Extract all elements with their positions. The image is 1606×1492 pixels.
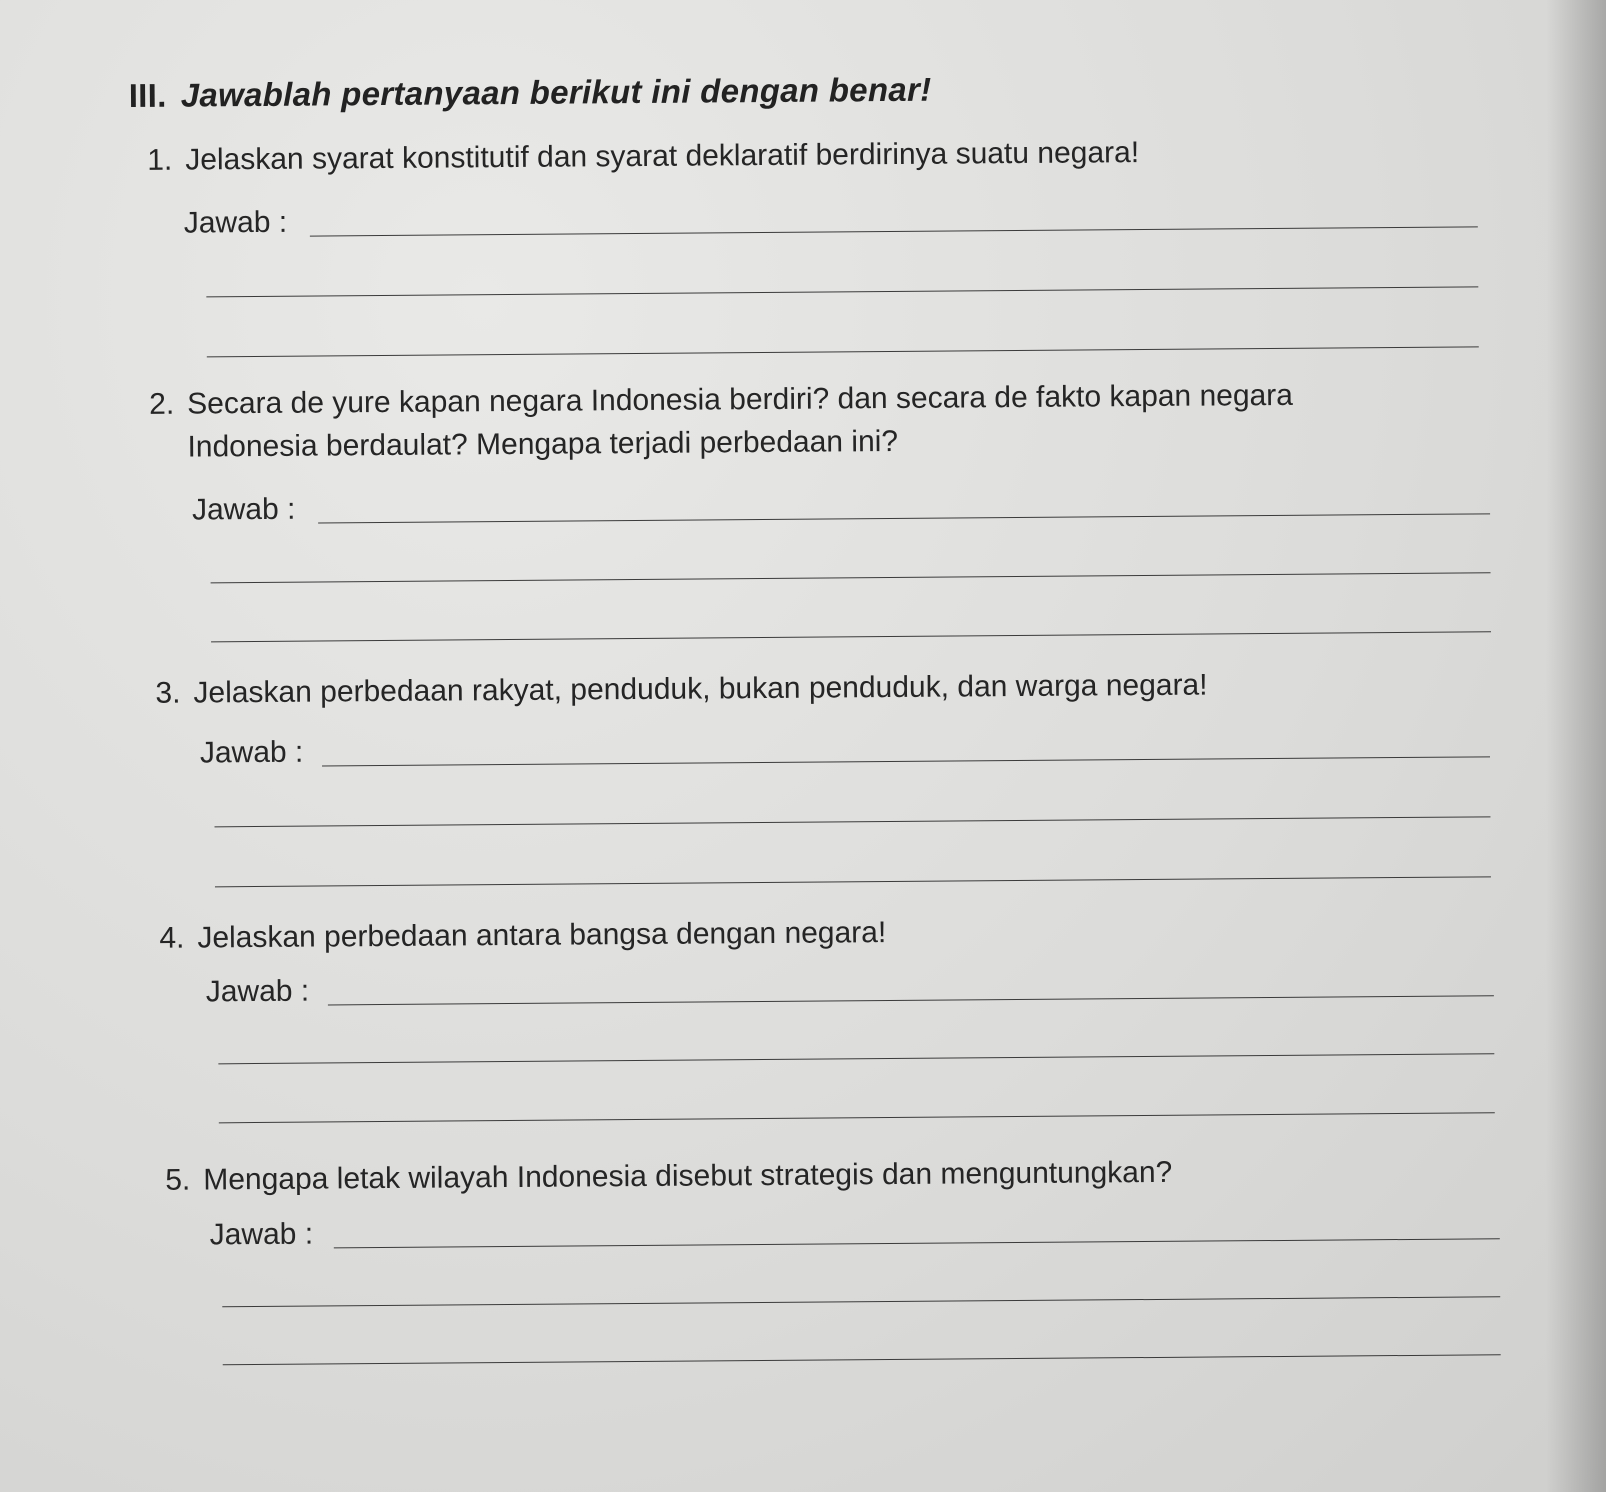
answer-line-5b[interactable] (222, 1296, 1500, 1307)
question-number: 4. (159, 921, 185, 955)
question-text: Mengapa letak wilayah Indonesia disebut strategis dan menguntungkan? (203, 1155, 1173, 1197)
answer-label-1: Jawab : (183, 205, 288, 240)
answer-line-3a[interactable] (322, 756, 1490, 766)
answer-line-4a[interactable] (328, 995, 1494, 1005)
question-number: 5. (165, 1163, 191, 1197)
question-number: 3. (155, 676, 181, 710)
answer-line-4c[interactable] (219, 1112, 1495, 1123)
question-3 (155, 664, 1207, 715)
answer-line-1b[interactable] (206, 286, 1478, 297)
answer-line-5a[interactable] (334, 1238, 1500, 1248)
question-text-continued: Indonesia berdaulat? Mengapa terjadi perbedaan ini? (187, 424, 899, 464)
question-2 (149, 374, 1293, 469)
answer-line-3b[interactable] (214, 816, 1490, 827)
question-4 (159, 911, 886, 960)
section-instruction: Jawablah pertanyaan berikut ini dengan benar! (180, 70, 932, 114)
answer-label-3: Jawab : (199, 735, 304, 770)
answer-label-2: Jawab : (191, 492, 296, 527)
answer-line-2c[interactable] (211, 631, 1491, 642)
question-1 (147, 131, 1139, 182)
answer-label-4: Jawab : (205, 974, 310, 1009)
answer-line-2b[interactable] (211, 572, 1491, 583)
answer-line-1a[interactable] (310, 226, 1478, 236)
answer-line-2a[interactable] (318, 513, 1490, 523)
question-text: Jelaskan syarat konstitutif dan syarat deklaratif berdirinya suatu negara! (185, 136, 1140, 177)
section-roman-numeral: III. (128, 76, 167, 114)
answer-line-5c[interactable] (223, 1354, 1501, 1365)
question-text: Secara de yure kapan negara Indonesia berdiri? dan secara de fakto kapan negara (187, 378, 1294, 421)
section-title (129, 71, 932, 115)
question-number: 1. (147, 143, 173, 177)
answer-line-3c[interactable] (215, 876, 1491, 887)
question-text: Jelaskan perbedaan rakyat, penduduk, bukan penduduk, dan warga negara! (193, 668, 1208, 710)
question-number: 2. (149, 387, 175, 421)
answer-line-1c[interactable] (207, 346, 1479, 357)
question-text: Jelaskan perbedaan antara bangsa dengan negara! (197, 916, 887, 955)
question-5 (165, 1151, 1172, 1202)
answer-label-5: Jawab : (209, 1217, 314, 1252)
answer-line-4b[interactable] (218, 1053, 1494, 1064)
